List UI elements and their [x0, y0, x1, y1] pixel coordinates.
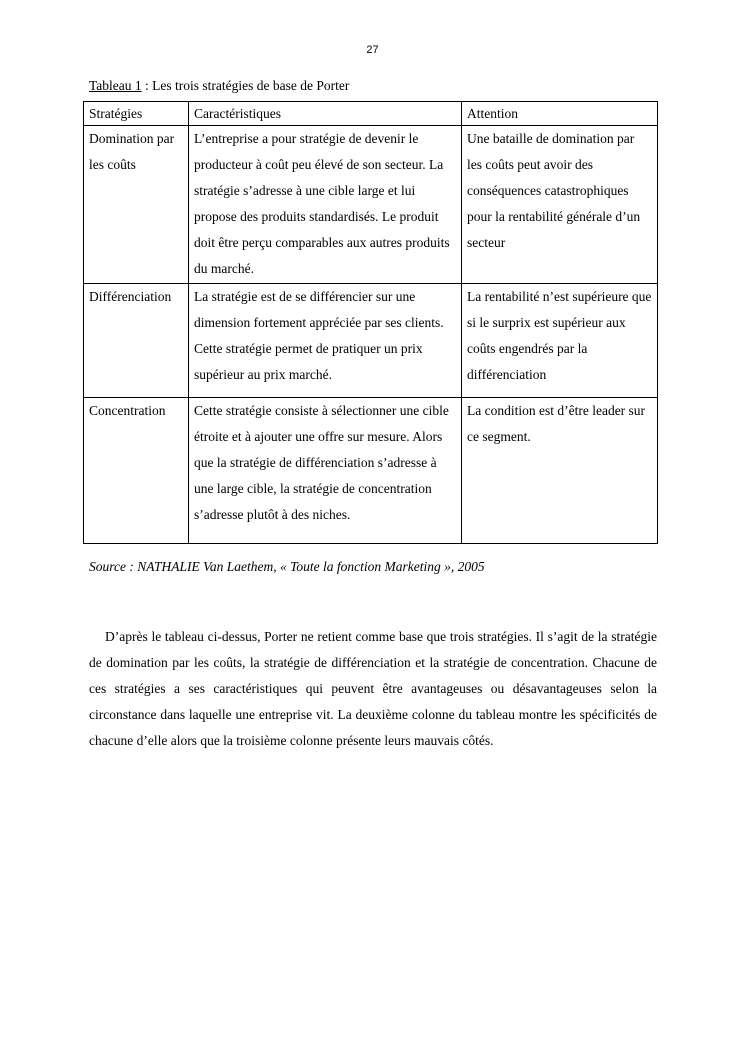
table-caption	[89, 78, 349, 94]
header-attention: Attention	[462, 102, 658, 126]
table-header-row	[84, 102, 658, 126]
strategy-cell: Domination par les coûts	[84, 126, 189, 284]
header-characteristics: Caractéristiques	[189, 102, 462, 126]
body-paragraph: D’après le tableau ci-dessus, Porter ne retient comme base que trois stratégies. Il s’agit de la stratégie de domination par les coûts, la stratégie de différenciation et la stratégie de concentration. Chacune de ces stratégies a ses caractéristiques qui peuvent être avantageuses ou désavantageuses selon la circonstance dans laquelle une entreprise vit. La deuxième colonne du tableau montre les spécificités de chacune d’elle alors que la troisième colonne présente leurs mauvais côtés.	[89, 629, 657, 748]
strategy-cell: Différenciation	[84, 284, 189, 398]
table-caption-text: : Les trois stratégies de base de Porter	[141, 78, 350, 93]
strategy-cell: Concentration	[84, 398, 189, 544]
page-number: 27	[366, 44, 379, 56]
characteristics-cell: Cette stratégie consiste à sélectionner une cible étroite et à ajouter une offre sur mesure. Alors que la stratégie de différenciation s’adresse à une large cible, la stratégie de concentration s’adresse plutôt à des niches.	[189, 398, 462, 544]
attention-cell: Une bataille de domination par les coûts peut avoir des conséquences catastrophiques pour la rentabilité générale d’un secteur	[462, 126, 658, 284]
table-row	[84, 284, 658, 398]
table-row	[84, 126, 658, 284]
characteristics-cell: La stratégie est de se différencier sur une dimension fortement appréciée par ses clients. Cette stratégie permet de pratiquer un prix supérieur au prix marché.	[189, 284, 462, 398]
source-citation: Source : NATHALIE Van Laethem, « Toute la fonction Marketing », 2005	[89, 559, 485, 574]
table-row	[84, 398, 658, 544]
characteristics-cell: L’entreprise a pour stratégie de devenir le producteur à coût peu élevé de son secteur. La stratégie s’adresse à une cible large et lui propose des produits standardisés. Le produit doit être perçu comparables aux autres produits du marché.	[189, 126, 462, 284]
table-caption-label: Tableau 1	[89, 78, 142, 93]
attention-cell: La condition est d’être leader sur ce segment.	[462, 398, 658, 544]
attention-cell: La rentabilité n’est supérieure que si le surprix est supérieur aux coûts engendrés par la différenciation	[462, 284, 658, 398]
header-strategies: Stratégies	[84, 102, 189, 126]
porter-strategies-table	[83, 101, 658, 544]
